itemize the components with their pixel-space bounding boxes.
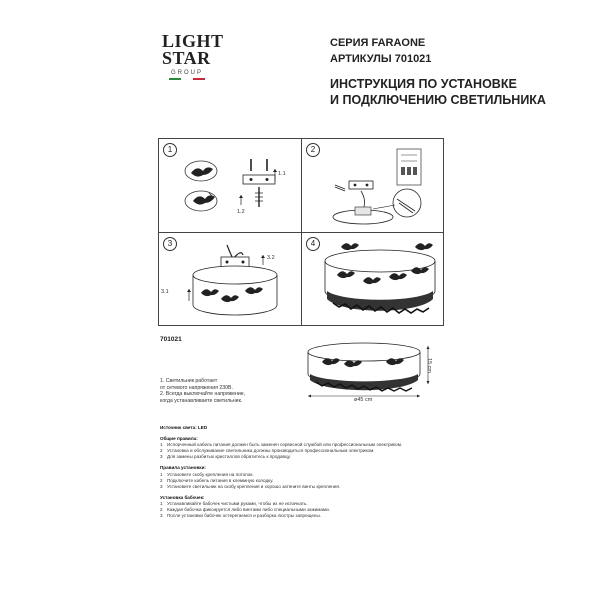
brand-logo <box>162 31 224 97</box>
step-1-illustration <box>179 151 294 229</box>
section-title: Общие правила: <box>160 436 198 442</box>
list-item: 3 После установки бабочек остерегаемся и разборка люстры запрещены. <box>160 513 322 519</box>
list-item: 3 Установите светильник на скобу крепления и хорошо затяните винты крепления. <box>160 483 341 489</box>
step-3-illustration <box>179 241 297 325</box>
height-dimension-label: 15 cm <box>426 358 432 373</box>
light-source-label: Источник света: LED <box>160 425 208 430</box>
note-line: от сетевого напряжения 230В. <box>160 384 233 391</box>
installation-steps-grid <box>158 138 444 326</box>
title-line-2: И ПОДКЛЮЧЕНИЮ СВЕТИЛЬНИКА <box>330 93 546 107</box>
step-1-1-label: 1.1 <box>278 171 286 177</box>
step-3-1-label: 3.1 <box>161 289 169 295</box>
title-line-1: ИНСТРУКЦИЯ ПО УСТАНОВКЕ <box>330 77 517 91</box>
list-item: 1 Установите скобу крепления на потолок. <box>160 471 254 477</box>
articles-label: АРТИКУЛЫ 701021 <box>330 53 432 65</box>
note-line: 2. Всегда выключайте напряжение, <box>160 391 246 398</box>
note-line: 1. Светильник работает <box>160 378 218 384</box>
step-2-badge: 2 <box>306 143 320 157</box>
general-rules-section <box>160 436 440 460</box>
step-4-badge: 4 <box>306 237 320 251</box>
list-item: 1 Испорченный кабель питания должен быть заменен сервисной службой или профессиональным электриком. <box>160 442 403 448</box>
step-3-badge: 3 <box>163 237 177 251</box>
logo-line-2: STAR <box>162 48 211 68</box>
grid-divider-horizontal <box>159 232 443 233</box>
section-title: Установка бабочек: <box>160 494 205 500</box>
installation-rules-section <box>160 465 440 489</box>
italian-flag-stripe <box>169 78 205 80</box>
butterfly-installation-section <box>160 495 440 519</box>
diameter-dimension-label: ø45 cm <box>354 397 373 403</box>
list-item: 2 Каждая бабочка фиксируется либо винтами либо специальными зажимами. <box>160 507 330 513</box>
logo-line-3: GROUP <box>170 70 203 76</box>
list-item: 2 Подключите кабель питания в клеммную колодку. <box>160 477 274 483</box>
step-4-illustration <box>319 241 441 327</box>
note-line: когда устанавливаете светильник. <box>160 397 243 404</box>
list-item: 1 Устанавливайте бабочек чистыми руками, чтобы их не испачкать. <box>160 500 308 506</box>
list-item: 3 Для замены разбитых кристаллов обратитесь к продавцу. <box>160 454 291 460</box>
instructions-text <box>160 425 440 519</box>
article-number: 701021 <box>160 336 182 343</box>
series-label: СЕРИЯ FARAONE <box>330 37 426 49</box>
power-notes <box>160 378 290 404</box>
step-1-badge: 1 <box>163 143 177 157</box>
list-item: 2 Установка и обслуживание светильника должны производиться профессиональным электриком. <box>160 448 375 454</box>
step-1-2-label: 1.2 <box>237 209 245 215</box>
step-2-illustration <box>321 145 439 229</box>
section-title: Правила установки: <box>160 465 206 471</box>
step-3-2-label: 3.2 <box>267 255 275 261</box>
logo-line-1: LIGHT <box>162 31 224 51</box>
